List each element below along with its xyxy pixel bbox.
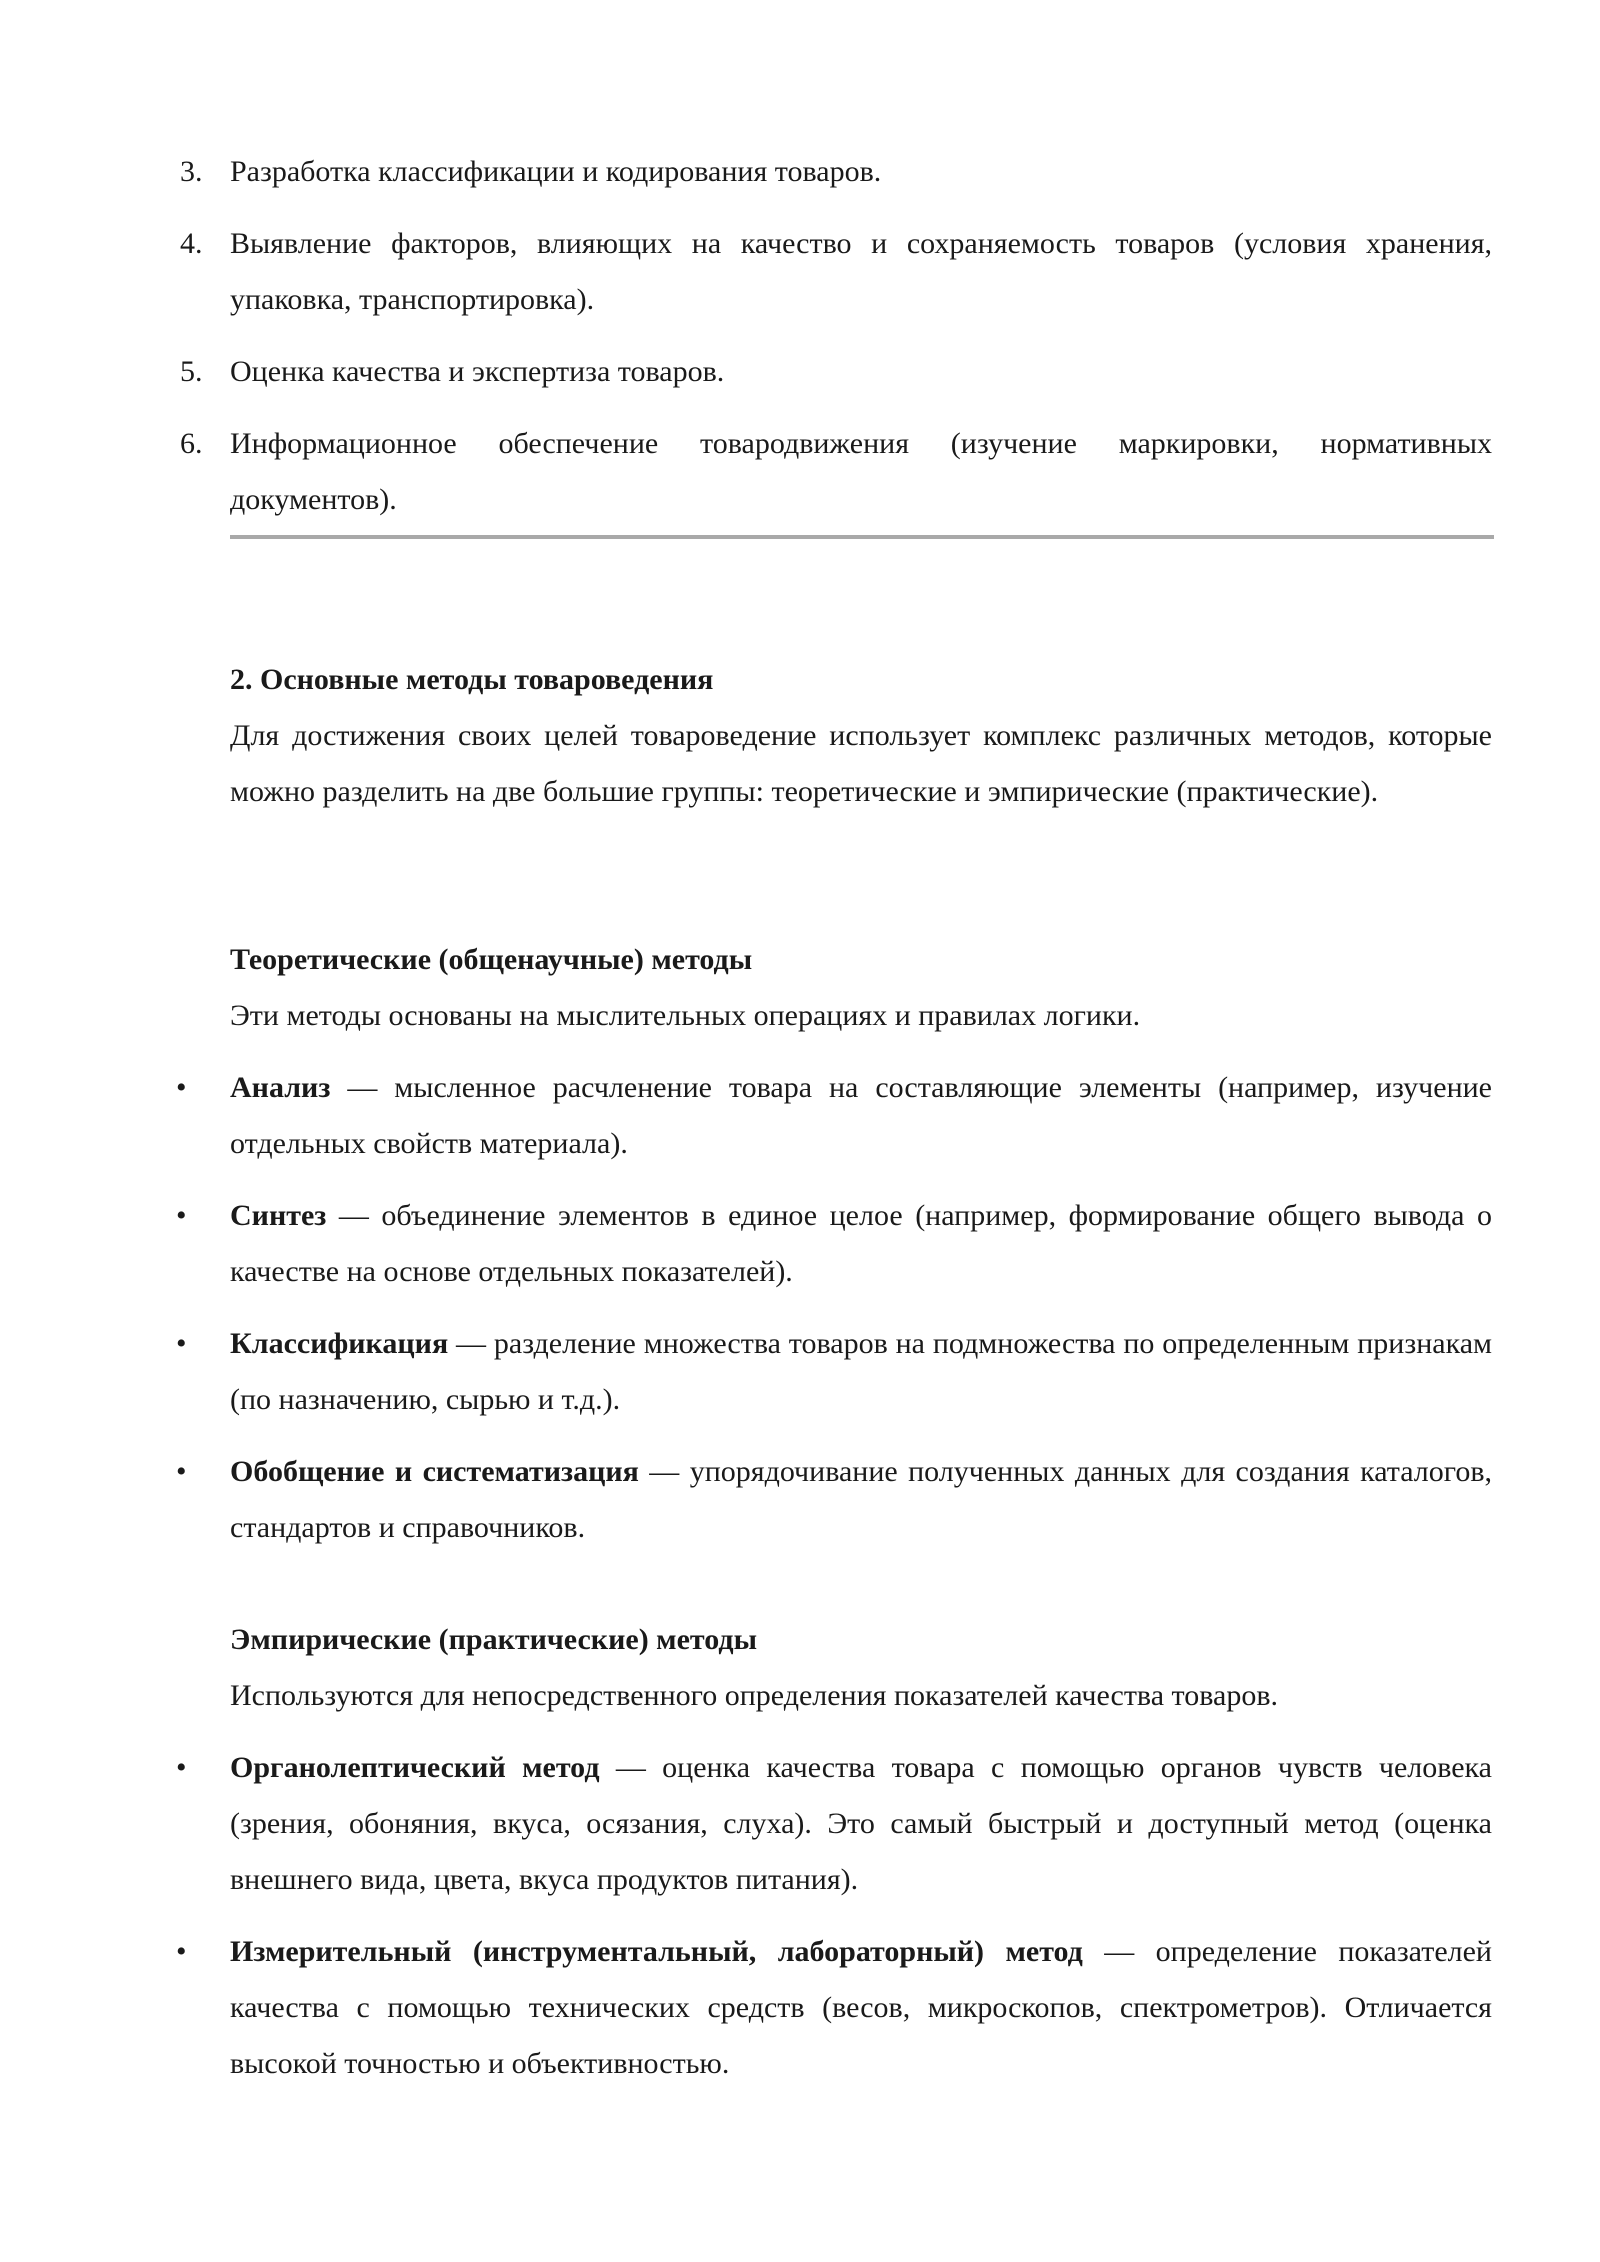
list-number: 3. bbox=[180, 155, 203, 188]
bullet-icon: • bbox=[176, 1327, 187, 1360]
list-item bbox=[230, 1444, 1492, 1556]
term: Классификация bbox=[230, 1327, 449, 1360]
subsection-heading-theoretical: Теоретические (общенаучные) методы bbox=[230, 943, 753, 976]
list-number: 6. bbox=[180, 427, 203, 460]
subsection-heading-empirical: Эмпирические (практические) методы bbox=[230, 1623, 758, 1656]
bullet-icon: • bbox=[176, 1935, 187, 1968]
section-intro: Для достижения своих целей товароведение использует комплекс различных методов, которые можно разделить на две большие группы: теоретические и эмпирические (практические). bbox=[230, 719, 1492, 808]
definition: — объединение элементов в единое целое (например, формирование общего вывода о качестве на основе отдельных показателей). bbox=[230, 1199, 1492, 1288]
definition: — определение показателей качества с помощью технических средств (весов, микроскопов, спектрометров). Отличается высокой точностью и объективностью. bbox=[230, 1935, 1492, 2080]
bullet-icon: • bbox=[176, 1071, 187, 1104]
horizontal-rule bbox=[230, 535, 1494, 539]
list-item bbox=[230, 1316, 1492, 1428]
list-number: 4. bbox=[180, 227, 203, 260]
term: Синтез bbox=[230, 1199, 327, 1232]
bullet-icon: • bbox=[176, 1455, 187, 1488]
term: Анализ bbox=[230, 1071, 331, 1104]
list-item bbox=[230, 1740, 1492, 1908]
list-item: Информационное обеспечение товародвижения (изучение маркировки, нормативных документов). bbox=[230, 427, 1492, 516]
list-item bbox=[230, 1924, 1492, 2092]
subsection-intro-empirical: Используются для непосредственного определения показателей качества товаров. bbox=[230, 1679, 1278, 1712]
definition: — оценка качества товара с помощью органов чувств человека (зрения, обоняния, вкуса, осязания, слуха). Это самый быстрый и доступный метод (оценка внешнего вида, цвета, вкуса продуктов питания). bbox=[230, 1751, 1492, 1896]
definition: — мысленное расчленение товара на составляющие элементы (например, изучение отдельных свойств материала). bbox=[230, 1071, 1492, 1160]
list-item: Разработка классификации и кодирования товаров. bbox=[230, 155, 882, 188]
list-item bbox=[230, 1188, 1492, 1300]
definition: — разделение множества товаров на подмножества по определенным признакам (по назначению, сырью и т.д.). bbox=[230, 1327, 1492, 1416]
term: Обобщение и систематизация bbox=[230, 1455, 639, 1488]
term: Органолептический метод bbox=[230, 1751, 600, 1784]
term: Измерительный (инструментальный, лабораторный) метод bbox=[230, 1935, 1083, 1968]
list-item bbox=[230, 1060, 1492, 1172]
subsection-intro-theoretical: Эти методы основаны на мыслительных операциях и правилах логики. bbox=[230, 999, 1141, 1032]
bullet-icon: • bbox=[176, 1199, 187, 1232]
list-number: 5. bbox=[180, 355, 203, 388]
section-heading: 2. Основные методы товароведения bbox=[230, 663, 714, 696]
list-item: Оценка качества и экспертиза товаров. bbox=[230, 355, 725, 388]
list-item: Выявление факторов, влияющих на качество и сохраняемость товаров (условия хранения, упаковка, транспортировка). bbox=[230, 227, 1492, 316]
bullet-icon: • bbox=[176, 1751, 187, 1784]
definition: — упорядочивание полученных данных для создания каталогов, стандартов и справочников. bbox=[230, 1455, 1492, 1544]
